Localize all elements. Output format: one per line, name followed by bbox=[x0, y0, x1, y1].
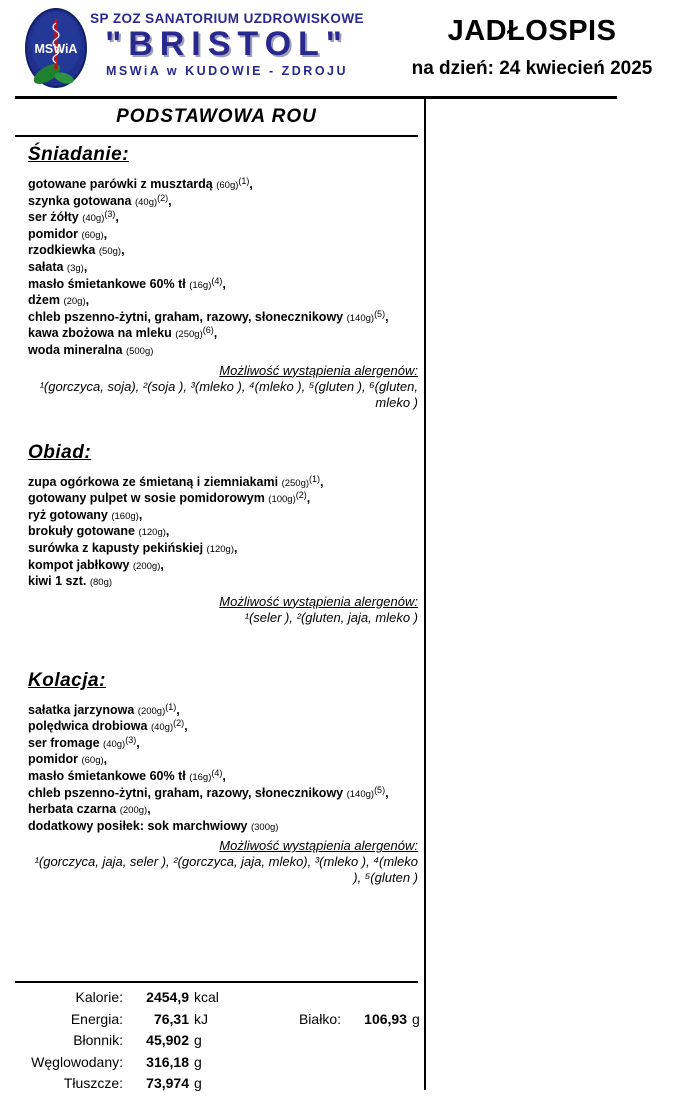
menu-item-weight: (80g) bbox=[89, 577, 113, 589]
menu-item-allergen-ref: (1) bbox=[309, 473, 321, 484]
menu-item-name: rzodkiewka bbox=[28, 243, 99, 258]
menu-item-allergen-ref: (1) bbox=[238, 176, 250, 186]
menu-item-allergen-ref: (3) bbox=[104, 209, 116, 220]
section-heading-dinner: Kolacja: bbox=[28, 669, 106, 691]
menu-item-name: ser fromage bbox=[28, 735, 104, 750]
nutrition-divider bbox=[15, 981, 418, 983]
menu-item-name: sałatka jarzynowa bbox=[28, 702, 138, 717]
menu-item-separator: , bbox=[249, 177, 253, 191]
menu-item-weight: (60g) bbox=[81, 229, 104, 241]
menu-item-weight: (40g) bbox=[103, 738, 126, 750]
menu-item-name: woda mineralna bbox=[28, 342, 126, 357]
nutrition-value: 316,18 bbox=[146, 1053, 189, 1070]
menu-item-name: masło śmietankowe 60% tł bbox=[28, 276, 190, 291]
menu-item-name: gotowane parówki z musztardą bbox=[28, 177, 217, 191]
brand-name: "BRISTOL" bbox=[105, 25, 349, 63]
section-lunch bbox=[15, 442, 418, 626]
menu-item-weight: (120g) bbox=[206, 543, 235, 555]
section-dinner bbox=[15, 670, 418, 887]
allergen-note-header: Możliwość wystąpienia alergenów: bbox=[219, 838, 418, 854]
menu-item-name: ryż gotowany bbox=[28, 507, 112, 522]
nutrition-value: 73,974 bbox=[146, 1075, 189, 1091]
menu-item bbox=[28, 802, 418, 819]
menu-item-name: herbata czarna bbox=[28, 802, 120, 817]
menu-item bbox=[28, 524, 418, 541]
menu-item-separator: , bbox=[222, 769, 226, 784]
menu-item-weight: (60g) bbox=[81, 755, 104, 767]
menu-item bbox=[28, 558, 418, 575]
allergen-block bbox=[28, 363, 418, 411]
nutrition-unit: g bbox=[412, 1010, 420, 1027]
nutrition-label: Kalorie: bbox=[75, 989, 123, 1005]
menu-item bbox=[28, 574, 418, 591]
menu-item bbox=[28, 227, 418, 244]
menu-item bbox=[28, 326, 418, 343]
menu-item-weight: (250g) bbox=[281, 477, 310, 489]
date-line: na dzień: 24 kwiecień 2025 bbox=[411, 58, 653, 79]
menu-item-separator: , bbox=[165, 524, 170, 539]
masthead-right bbox=[398, 15, 666, 80]
menu-item-allergen-ref: (2) bbox=[295, 490, 307, 501]
menu-item-name: dodatkowy posiłek: sok marchwiowy bbox=[28, 818, 251, 833]
menu-item-name: pomidor bbox=[28, 226, 82, 241]
menu-item-weight: (140g) bbox=[346, 312, 375, 324]
menu-item-name: zupa ogórkowa ze śmietaną i ziemniakami bbox=[28, 474, 282, 489]
menu-item-name: kawa zbożowa na mleku bbox=[28, 326, 176, 341]
menu-item bbox=[28, 719, 418, 736]
menu-item bbox=[28, 293, 418, 310]
menu-item bbox=[28, 786, 418, 803]
menu-item-separator: , bbox=[103, 226, 108, 241]
menu-item-weight: (300g) bbox=[250, 821, 279, 833]
allergen-list: ¹(seler ), ²(gluten, jaja, mleko ) bbox=[244, 609, 418, 625]
menu-item-separator: , bbox=[213, 326, 218, 341]
allergen-note-header: Możliwość wystąpienia alergenów: bbox=[219, 593, 418, 609]
section-heading-breakfast: Śniadanie: bbox=[28, 144, 130, 165]
menu-item-separator: , bbox=[385, 309, 389, 324]
menu-item-allergen-ref: (4) bbox=[211, 275, 223, 286]
menu-item-allergen-ref: (1) bbox=[165, 701, 177, 712]
menu-item-name: polędwica drobiowa bbox=[28, 719, 151, 734]
menu-item-name: szynka gotowana bbox=[28, 193, 135, 208]
menu-item-name: pomidor bbox=[28, 752, 82, 767]
menu-item-weight: (16g) bbox=[189, 279, 212, 291]
section-breakfast bbox=[15, 144, 418, 411]
menu-item-list bbox=[28, 177, 418, 360]
menu-item-separator: , bbox=[160, 557, 164, 572]
menu-column bbox=[15, 99, 418, 886]
menu-item bbox=[28, 210, 418, 227]
menu-item-weight: (40g) bbox=[82, 213, 105, 225]
menu-item bbox=[28, 508, 418, 525]
menu-item-separator: , bbox=[136, 735, 140, 750]
menu-item-weight: (140g) bbox=[346, 788, 375, 800]
column-divider bbox=[424, 96, 426, 1090]
menu-item-name: chleb pszenno-żytni, graham, razowy, słonecznikowy bbox=[28, 309, 347, 324]
menu-item-weight: (200g) bbox=[132, 560, 161, 572]
menu-item-name: ser żółty bbox=[28, 210, 83, 225]
menu-item bbox=[28, 752, 418, 769]
nutrition-unit: g bbox=[194, 1075, 202, 1091]
menu-item bbox=[28, 310, 418, 327]
menu-item-weight: (20g) bbox=[63, 296, 86, 308]
menu-item-separator: , bbox=[83, 259, 88, 274]
menu-item-allergen-ref: (5) bbox=[374, 308, 386, 319]
menu-item-separator: , bbox=[115, 210, 119, 225]
menu-item-separator: , bbox=[147, 802, 151, 817]
logo-badge-text: MSWiA bbox=[34, 42, 78, 56]
nutrition-value: 45,902 bbox=[146, 1032, 189, 1048]
menu-item-separator: , bbox=[85, 293, 90, 308]
menu-item-allergen-ref: (2) bbox=[157, 192, 169, 203]
nutrition-label: Węglowodany: bbox=[31, 1053, 123, 1070]
nutrition-row-calories bbox=[15, 989, 418, 1011]
page-title: JADŁOSPIS bbox=[447, 15, 617, 47]
nutrition-label: Błonnik: bbox=[73, 1032, 123, 1048]
brand-block bbox=[86, 11, 368, 78]
organization-name: SP ZOZ SANATORIUM UZDROWISKOWE bbox=[90, 11, 364, 26]
menu-item-name: chleb pszenno-żytni, graham, razowy, słonecznikowy bbox=[28, 785, 347, 800]
menu-item-weight: (16g) bbox=[189, 772, 212, 784]
menu-item-separator: , bbox=[222, 276, 226, 291]
organization-location: MSWiA w KUDOWIE - ZDROJU bbox=[105, 63, 349, 78]
allergen-block bbox=[28, 838, 418, 886]
menu-item-separator: , bbox=[320, 474, 324, 489]
menu-item-separator: , bbox=[385, 785, 389, 800]
nutrition-row-carbs bbox=[15, 1054, 418, 1076]
menu-item bbox=[28, 475, 418, 492]
menu-item-separator: , bbox=[234, 540, 238, 555]
menu-item-separator: , bbox=[168, 193, 172, 208]
menu-item-weight: (60g) bbox=[216, 180, 239, 191]
menu-item-allergen-ref: (5) bbox=[374, 784, 386, 795]
menu-item bbox=[28, 491, 418, 508]
menu-item-allergen-ref: (2) bbox=[173, 718, 185, 729]
menu-item-weight: (3g) bbox=[66, 262, 84, 274]
menu-item-weight: (200g) bbox=[119, 805, 148, 817]
menu-item bbox=[28, 243, 418, 260]
menu-item-weight: (40g) bbox=[150, 722, 174, 734]
menu-item bbox=[28, 703, 418, 720]
menu-item-name: gotowany pulpet w sosie pomidorowym bbox=[28, 491, 269, 506]
menu-item-name: surówka z kapusty pekińskiej bbox=[28, 540, 207, 555]
menu-item bbox=[28, 177, 418, 194]
menu-item bbox=[28, 769, 418, 786]
menu-item-weight: (160g) bbox=[111, 510, 139, 522]
menu-item-weight: (50g) bbox=[98, 246, 122, 258]
allergen-block bbox=[28, 594, 418, 626]
section-heading-lunch: Obiad: bbox=[28, 441, 92, 463]
menu-item-separator: , bbox=[103, 752, 108, 767]
nutrition-unit: kcal bbox=[194, 989, 219, 1005]
menu-item-separator: , bbox=[176, 702, 180, 717]
diet-title: PODSTAWOWA ROU bbox=[15, 99, 418, 137]
menu-item-separator: , bbox=[184, 719, 188, 734]
mswia-logo bbox=[24, 7, 88, 89]
nutrition-unit: g bbox=[194, 1053, 202, 1070]
menu-item-allergen-ref: (4) bbox=[211, 768, 223, 779]
nutrition-unit: kJ bbox=[194, 1010, 208, 1027]
menu-item-weight: (120g) bbox=[138, 527, 166, 539]
menu-item-allergen-ref: (3) bbox=[125, 734, 137, 745]
menu-item-weight: (250g) bbox=[175, 329, 203, 341]
menu-item bbox=[28, 194, 418, 211]
menu-item bbox=[28, 343, 418, 360]
allergen-list: ¹(gorczyca, soja), ²(soja ), ³(mleko ), ⁴(mleko ), ⁵(gluten ), ⁶(gluten, mleko ) bbox=[39, 378, 418, 410]
nutrition-value: 106,93 bbox=[364, 1010, 407, 1027]
menu-item-name: kompot jabłkowy bbox=[28, 557, 133, 572]
menu-item-list bbox=[28, 475, 418, 591]
nutrition-label: Białko: bbox=[298, 1010, 341, 1027]
nutrition-unit: g bbox=[194, 1032, 202, 1048]
nutrition-row-fat bbox=[15, 1075, 418, 1097]
menu-item-list bbox=[28, 703, 418, 836]
menu-item-weight: (40g) bbox=[134, 196, 158, 208]
menu-item-name: sałata bbox=[28, 259, 67, 274]
menu-item bbox=[28, 819, 418, 836]
nutrition-row-protein bbox=[283, 1011, 420, 1027]
allergen-list: ¹(gorczyca, jaja, seler ), ²(gorczyca, jaja, mleko), ³(mleko ), ⁴(mleko ), ⁵(gluten ) bbox=[34, 854, 418, 886]
nutrition-label: Energia: bbox=[70, 1010, 123, 1027]
menu-item-weight: (200g) bbox=[137, 705, 166, 717]
menu-item-separator: , bbox=[138, 507, 143, 522]
nutrition-summary bbox=[15, 989, 418, 1097]
nutrition-row-fiber bbox=[15, 1032, 418, 1054]
menu-item-name: dżem bbox=[28, 293, 64, 308]
menu-item bbox=[28, 277, 418, 294]
menu-item-separator: , bbox=[306, 491, 311, 506]
menu-item-name: masło śmietankowe 60% tł bbox=[28, 769, 190, 784]
menu-item-weight: (100g) bbox=[268, 494, 296, 506]
allergen-note-header: Możliwość wystąpienia alergenów: bbox=[219, 362, 418, 378]
menu-item-allergen-ref: (6) bbox=[202, 325, 214, 336]
menu-item bbox=[28, 260, 418, 277]
menu-item bbox=[28, 541, 418, 558]
nutrition-label: Tłuszcze: bbox=[63, 1075, 123, 1091]
menu-item bbox=[28, 736, 418, 753]
menu-item-weight: (500g) bbox=[125, 345, 154, 357]
nutrition-value: 2454,9 bbox=[146, 989, 189, 1005]
nutrition-value: 76,31 bbox=[153, 1010, 189, 1027]
menu-item-name: brokuły gotowane bbox=[28, 524, 139, 539]
menu-item-separator: , bbox=[121, 243, 125, 258]
menu-item-name: kiwi 1 szt. bbox=[28, 574, 90, 589]
